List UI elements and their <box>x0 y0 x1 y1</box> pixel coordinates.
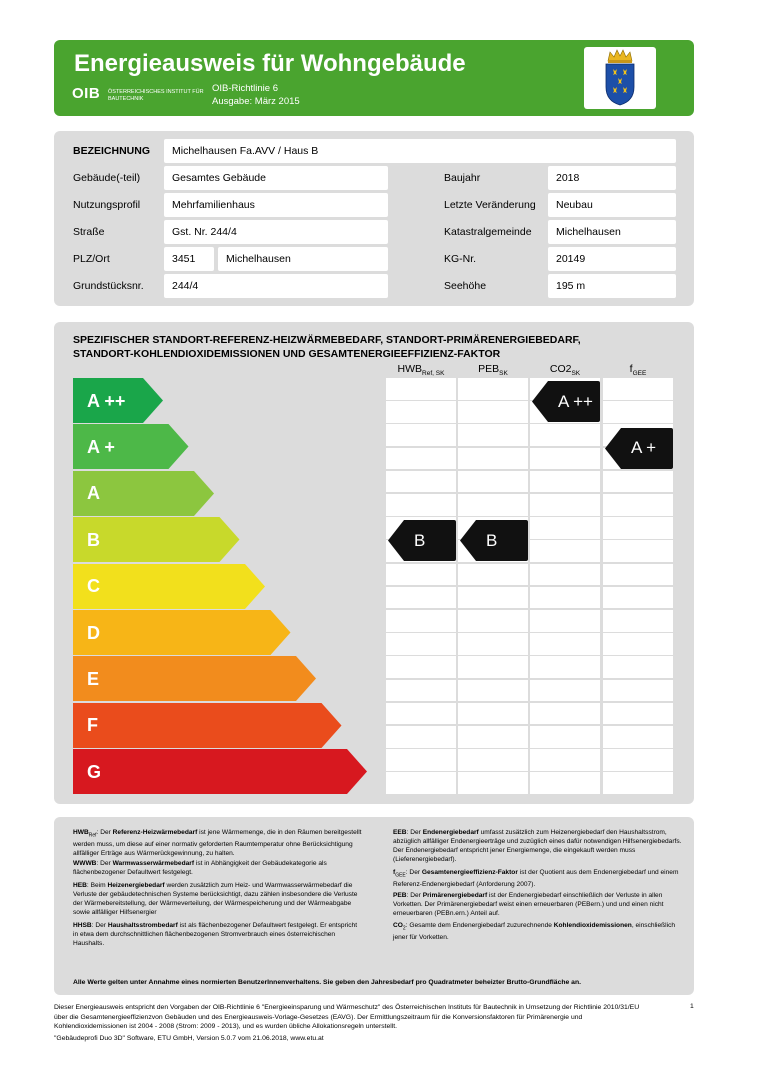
eeb-der: : Der <box>406 829 423 836</box>
grid-cell <box>458 633 528 655</box>
column-hwb-main: HWB <box>397 363 423 375</box>
definition-hwb <box>73 828 363 858</box>
definition-eeb <box>393 828 683 864</box>
grid-cell <box>530 703 600 725</box>
footer-software: "Gebäudeprofi Duo 3D" Software, ETU GmbH, Version 5.0.7 vom 21.06.2018, www.etu.at <box>54 1035 324 1042</box>
efficiency-class-f <box>73 703 342 748</box>
letzte-veraenderung-value: Neubau <box>548 193 676 217</box>
wwwb-term: WWWB <box>73 860 97 867</box>
grid-cell <box>603 633 673 655</box>
co2-text-2: , einschließlich jener für Vorketten. <box>393 922 676 942</box>
grid-cell <box>603 540 673 562</box>
grid-cell <box>530 587 600 609</box>
grid-cell <box>530 564 600 586</box>
grid-cell <box>530 517 600 539</box>
grid-cell <box>386 680 456 702</box>
column-hwb-sub: Ref, SK <box>422 370 445 378</box>
guideline-info <box>212 83 300 108</box>
grid-cell <box>386 448 456 470</box>
co2-bold: Kohlendioxidemissionen <box>553 922 632 929</box>
efficiency-class-label: D <box>87 622 100 643</box>
fgee-text: ist der Quotient aus dem Endenergiebedarf und einem Referenz-Endenergiebedarf (Anforderung 2007). <box>393 869 679 889</box>
column-fgee-sub: GEE <box>632 370 647 378</box>
definition-wwwb <box>73 859 363 877</box>
grid-cell <box>603 494 673 516</box>
column-co2-main: CO2 <box>549 363 572 375</box>
definitions-note: Alle Werte gelten unter Annahme eines normierten BenutzerInnenverhaltens. Sie geben den Jahresbedarf pro Quadratmeter beheizter Brutto-Grundfläche an. <box>73 979 581 986</box>
heb-bold: Heizenergiebedarf <box>107 882 165 889</box>
grid-cell <box>386 424 456 446</box>
grid-cell <box>458 471 528 493</box>
heb-term: HEB <box>73 882 87 889</box>
column-header-co2 <box>530 363 600 377</box>
grid-cell <box>458 703 528 725</box>
result-marker-label: A ++ <box>558 391 593 411</box>
efficiency-class-label: A ++ <box>87 390 126 411</box>
efficiency-class-label: E <box>87 668 100 689</box>
grid-cell <box>603 680 673 702</box>
efficiency-class-label: G <box>87 761 102 782</box>
result-marker-label: A + <box>631 438 657 458</box>
definitions-panel <box>54 817 694 995</box>
grid-cell <box>458 378 528 400</box>
oib-logo: OIB <box>72 85 101 102</box>
grid-cell <box>603 726 673 748</box>
co2-term: CO <box>393 922 403 929</box>
fgee-term-sub: GEE <box>395 872 406 879</box>
page-number: 1 <box>690 1003 694 1010</box>
crest-container <box>584 47 656 109</box>
gebaeude-value: Gesamtes Gebäude <box>164 166 388 190</box>
grid-cell <box>530 680 600 702</box>
katastralgemeinde-label: Katastralgemeinde <box>444 226 532 238</box>
heb-text: werden zusätzlich zum Heiz- und Warmwasserwärmebedarf die Verluste der gebäudetechnischen Systeme berücksichtigt, dazu zählen insbesondere die Verluste der Wärmebereitstellung, der Wärmeverteilung, der Wärmespeicherung und der Wärmeabgabe sowie allfälliger Hilfsenergier <box>73 882 358 916</box>
footer-text: Dieser Energieausweis entspricht den Vorgaben der OIB-Richtlinie 6 "Energieeinsparung und Wärmeschutz" des Österreichischen Instituts für Bautechnik in Umsetzung der Richtlinie 2010/31/EU über die Gesamtenergieeffizienzvon Gebäuden und des Energieausweis-Vorlage-Gesetzes (EAVG). Der Ermittlungszeitraum für die Konversionsfaktoren für Primärenergie und Kohlendioxidemissionen ist 2004 - 2008 (Strom: 2009 - 2013), und es wurden übliche Allokationsregeln unterstellt. <box>54 1004 640 1030</box>
strasse-value: Gst. Nr. 244/4 <box>164 220 388 244</box>
hhsb-bold: Haushaltsstrombedarf <box>107 922 178 929</box>
grid-cell <box>603 772 673 794</box>
grid-cell <box>386 564 456 586</box>
eeb-text: umfasst zusätzlich zum Heizenergiebedarf den Haushaltsstrom, abzüglich allfälliger Endenergieerträge und zuzüglich eines dafür notwendigen Hilfsenergiebedarfs. Der Endenergiebedarf entspricht jener Energiemenge, die eingekauft werden muss (Lieferenergiebedarf). <box>393 829 682 863</box>
seehoehe-label: Seehöhe <box>444 280 487 292</box>
definition-heb <box>73 881 363 917</box>
grid-cell <box>386 587 456 609</box>
fgee-term: f <box>393 869 396 876</box>
grid-cell <box>458 680 528 702</box>
definition-peb <box>393 891 683 918</box>
grid-cell <box>603 610 673 632</box>
grid-cell <box>386 726 456 748</box>
grid-cell <box>603 401 673 423</box>
gebaeude-label: Gebäude(-teil) <box>73 172 141 184</box>
peb-der: : Der <box>406 892 423 899</box>
plz-ort-label: PLZ/Ort <box>73 253 110 265</box>
heb-beim: : Beim <box>86 882 108 889</box>
bezeichnung-value: Michelhausen Fa.AVV / Haus B <box>164 139 676 163</box>
grundstuecksnr-label: Grundstücksnr. <box>73 280 144 292</box>
result-marker-label: B <box>414 530 426 550</box>
efficiency-class-label: C <box>87 576 100 597</box>
column-peb-main: PEB <box>478 363 500 375</box>
efficiency-class-d <box>73 610 291 655</box>
definition-fgee <box>393 868 683 889</box>
efficiency-class-label: B <box>87 529 100 550</box>
oib-logo-subtitle: ÖSTERREICHISCHES INSTITUT FÜR BAUTECHNIK <box>108 89 204 102</box>
definition-co2 <box>393 921 683 942</box>
grid-cell <box>386 494 456 516</box>
grid-cell <box>603 749 673 771</box>
energy-scale-title <box>73 333 581 361</box>
grid-cell <box>603 378 673 400</box>
hhsb-text: ist als flächenbezogener Defaultwert festgelegt. Er entspricht in etwa dem durchschnittlichen flächenbezogenen Stromverbrauch eines österreichischen Haushalts. <box>73 922 358 947</box>
column-peb-sub: SK <box>499 370 508 378</box>
grid-cell <box>386 610 456 632</box>
column-fgee-main: f <box>629 363 633 375</box>
grid-cell <box>458 448 528 470</box>
katastralgemeinde-value: Michelhausen <box>548 220 676 244</box>
page-title: Energieausweis für Wohngebäude <box>74 50 466 77</box>
coat-of-arms-icon <box>584 47 656 109</box>
nutzungsprofil-value: Mehrfamilienhaus <box>164 193 388 217</box>
grid-cell <box>386 772 456 794</box>
energy-title-line-1: SPEZIFISCHER STANDORT-REFERENZ-HEIZWÄRMEBEDARF, STANDORT-PRIMÄRENERGIEBEDARF, <box>73 334 581 346</box>
fgee-bold: Gesamtenergieeffizienz-Faktor <box>421 869 518 876</box>
letzte-veraenderung-label: Letzte Veränderung <box>444 199 536 211</box>
plz-value: 3451 <box>164 247 214 271</box>
grid-cell <box>530 633 600 655</box>
grid-cell <box>530 610 600 632</box>
column-header-hwb <box>386 363 456 377</box>
grid-cell <box>603 471 673 493</box>
guideline-edition: Ausgabe: März 2015 <box>212 95 300 107</box>
strasse-label: Straße <box>73 226 105 238</box>
fgee-der: : Der <box>405 869 422 876</box>
efficiency-class-label: F <box>87 715 98 736</box>
baujahr-value: 2018 <box>548 166 676 190</box>
ort-value: Michelhausen <box>218 247 388 271</box>
efficiency-class-c <box>73 564 265 609</box>
grundstuecksnr-value: 244/4 <box>164 274 388 298</box>
guideline-name: OIB-Richtlinie 6 <box>212 83 278 94</box>
result-marker-co2 <box>532 379 601 424</box>
efficiency-class-g <box>73 749 367 794</box>
grid-cell <box>458 424 528 446</box>
efficiency-class-aplusplus <box>73 378 163 423</box>
wwwb-text: ist in Abhängigkeit der Gebäudekategorie als flächenbezogener Defaultwert festgelegt. <box>73 860 327 876</box>
grid-cell <box>386 471 456 493</box>
result-marker-label: B <box>486 530 498 550</box>
baujahr-label: Baujahr <box>444 172 481 184</box>
nutzungsprofil-label: Nutzungsprofil <box>73 199 141 211</box>
grid-cell <box>386 703 456 725</box>
grid-cell <box>458 772 528 794</box>
grid-cell <box>458 564 528 586</box>
wwwb-bold: Warmwasserwärmebedarf <box>112 860 195 867</box>
efficiency-class-b <box>73 517 240 562</box>
grid-cell <box>458 749 528 771</box>
eeb-bold: Endenergiebedarf <box>422 829 479 836</box>
hwb-text-a: : Der <box>96 829 113 836</box>
efficiency-class-e <box>73 656 316 701</box>
co2-term-sub: 2 <box>402 925 406 932</box>
hwb-term: HWB <box>73 829 89 836</box>
grid-cell <box>386 401 456 423</box>
grid-cell <box>530 749 600 771</box>
result-marker-fgee <box>605 426 674 471</box>
grid-cell <box>530 448 600 470</box>
grid-cell <box>530 772 600 794</box>
hwb-bold: Referenz-Heizwärmebedarf <box>112 829 198 836</box>
grid-cell <box>530 540 600 562</box>
efficiency-class-label: A + <box>87 436 115 457</box>
grid-cell <box>530 726 600 748</box>
grid-cell <box>458 726 528 748</box>
grid-cell <box>386 749 456 771</box>
grid-cell <box>603 517 673 539</box>
grid-cell <box>386 633 456 655</box>
grid-cell <box>603 564 673 586</box>
kg-nr-label: KG-Nr. <box>444 253 477 265</box>
column-header-fgee <box>603 363 673 377</box>
grid-cell <box>386 656 456 678</box>
efficiency-class-label: A <box>87 483 100 504</box>
peb-bold: Primärenergiebedarf <box>422 892 488 899</box>
grid-cell <box>603 587 673 609</box>
energy-title-line-2: STANDORT-KOHLENDIOXIDEMISSIONEN UND GESAMTENERGIEEFFIZIENZ-FAKTOR <box>73 348 501 360</box>
result-marker-hwb <box>388 518 457 563</box>
peb-term: PEB <box>393 892 407 899</box>
hhsb-der: : Der <box>91 922 108 929</box>
eeb-term: EEB <box>393 829 407 836</box>
wwwb-der: : Der <box>96 860 113 867</box>
hwb-text-b: ist jene Wärmemenge, die in den Räumen bereitgestellt werden muss, um diese auf einer normativ geforderten Raumtemperatur ohne Berücksichtigung allfälliger Erträge aus Wärmerückgewinnung, zu halten. <box>73 829 362 858</box>
grid-cell <box>530 656 600 678</box>
grid-cell <box>386 378 456 400</box>
grid-cell <box>530 494 600 516</box>
grid-cell <box>603 703 673 725</box>
grid-cell <box>458 610 528 632</box>
definition-hhsb <box>73 921 363 948</box>
column-co2-sub: SK <box>571 370 581 378</box>
grid-cell <box>458 656 528 678</box>
seehoehe-value: 195 m <box>548 274 676 298</box>
bezeichnung-label: BEZEICHNUNG <box>73 145 151 157</box>
grid-cell <box>530 424 600 446</box>
efficiency-class-a <box>73 471 214 516</box>
efficiency-class-aplus <box>73 424 189 469</box>
result-marker-peb <box>460 518 529 563</box>
hhsb-term: HHSB <box>73 922 92 929</box>
grid-cell <box>458 494 528 516</box>
grid-cell <box>458 587 528 609</box>
grid-cell <box>603 656 673 678</box>
hwb-term-sub: Ref <box>88 832 97 839</box>
grid-cell <box>530 471 600 493</box>
kg-nr-value: 20149 <box>548 247 676 271</box>
column-header-peb <box>458 363 528 377</box>
co2-text: : Gesamte dem Endenergiebedarf zuzurechnende <box>405 922 554 929</box>
peb-text: ist der Endenergiebedarf einschließlich der Verluste in allen Vorketten. Der Primärenergiebedarf weist einen erneuerbaren (PEBern.) und und einen nicht erneuerbaren (PEBn.ern.) Anteil auf. <box>393 892 664 917</box>
grid-cell <box>458 401 528 423</box>
